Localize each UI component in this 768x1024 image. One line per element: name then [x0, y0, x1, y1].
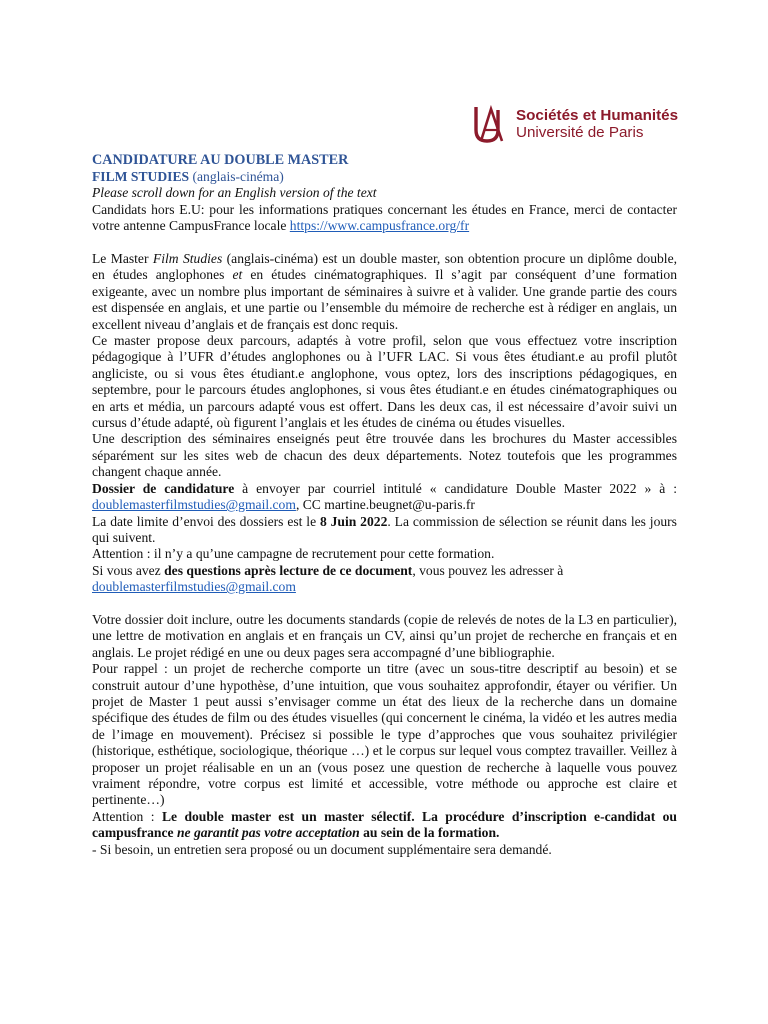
paragraph-attention-campagne: Attention : il n’y a qu’une campagne de recrutement pour cette formation. [92, 546, 495, 562]
dossier-label: Dossier de candidature [92, 480, 235, 496]
questions-bold: des questions après lecture de ce document [164, 562, 413, 578]
logo-line-1: Sociétés et Humanités [516, 107, 679, 124]
attention2-bold-1: Le double master est un master sélectif. La procédure d’inscription e-candidat ou campusfrance [92, 808, 677, 841]
logo-line-2: Université de Paris [516, 124, 644, 141]
p1-text-b: (anglais-cinéma) est un double master, son obtention procure un diplôme double, en études anglophones [92, 251, 678, 283]
paragraph-seminaires: Une description des séminaires enseignés peut être trouvée dans les brochures du Master accessibles séparément sur les sites web de chacun des deux départements. Notez toutefois que les programmes changent chaque année. [92, 431, 677, 480]
deadline-date: 8 Juin 2022 [319, 513, 388, 529]
dossier-text: à envoyer par courriel intitulé « candidature Double Master 2022 » à : [234, 480, 677, 496]
logo-text [516, 107, 678, 141]
document-subtitle [92, 169, 677, 185]
paragraph-questions [92, 563, 677, 596]
paragraph-dossier [92, 481, 677, 514]
questions-email-link[interactable]: doublemasterfilmstudies@gmail.com [92, 579, 296, 595]
subtitle-film-studies: FILM STUDIES [92, 169, 190, 184]
university-emblem-icon [472, 104, 506, 144]
dossier-cc: , CC martine.beugnet@u-paris.fr [295, 497, 475, 513]
document-body [92, 152, 677, 858]
p1-et: et [232, 267, 243, 283]
english-version-note: Please scroll down for an English version of the text [92, 185, 377, 201]
attention2-text-a: Attention : [92, 808, 162, 824]
questions-text-b: , vous pouvez les adresser à [412, 562, 564, 578]
paragraph-attention-selectif [92, 809, 677, 842]
spacer [92, 596, 677, 612]
attention2-italic: ne garantit pas votre acceptation [176, 825, 360, 841]
questions-text-a: Si vous avez [92, 562, 165, 578]
deadline-text-a: La date limite d’envoi des dossiers est le [92, 513, 320, 529]
p1-text-c: en études cinématographiques. Il s’agit par conséquent d’une formation exigeante, avec un nombre plus important de séminaires à suivre et à valider. Une grande partie des cours est dispensée en anglais, et une partie ou l’ensemble du mémoire de recherche est à rédiger en anglais, un excellent niveau d’anglais et de français est donc requis. [92, 267, 677, 332]
paragraph-master-description [92, 251, 677, 333]
p1-film-studies: Film Studies [152, 251, 223, 267]
campusfrance-text: Candidats hors E.U: pour les informations pratiques concernant les études en France, merci de contacter votre antenne CampusFrance locale [92, 201, 677, 234]
bullet-entretien: - Si besoin, un entretien sera proposé ou un document supplémentaire sera demandé. [92, 841, 552, 857]
campusfrance-link[interactable]: https://www.campusfrance.org/fr [289, 218, 470, 234]
spacer [92, 235, 677, 251]
subtitle-anglais-cinema: (anglais-cinéma) [189, 169, 284, 184]
campusfrance-paragraph [92, 202, 677, 235]
document-title: CANDIDATURE AU DOUBLE MASTER [92, 152, 349, 168]
paragraph-deadline [92, 514, 677, 547]
dossier-email-link[interactable]: doublemasterfilmstudies@gmail.com [92, 497, 296, 513]
deadline-text-b: . La commission de sélection se réunit dans les jours qui suivent. [92, 513, 677, 545]
university-logo [472, 104, 679, 144]
paragraph-parcours: Ce master propose deux parcours, adaptés à votre profil, selon que vous effectuez votre inscription pédagogique à l’UFR d’études anglophones ou à l’UFR LAC. Si vous êtes étudiant.e au profil plutôt angliciste, ou si vous êtes étudiant.e anglophone, vous optez, lors des inscriptions pédagogiques, en septembre, pour le parcours études anglophones, si vous êtes étudiant.e en études cinématographiques ou en arts et média, un parcours adapté vous est offert. Dans les deux cas, il est nécessaire d’avoir suivi un cursus d’étude adapté, où figurent l’anglais et les études de cinéma ou études visuelles. [92, 333, 677, 431]
paragraph-dossier-contents: Votre dossier doit inclure, outre les documents standards (copie de relevés de notes de la L3 en particulier), une lettre de motivation en anglais et en français un CV, ainsi qu’un projet de recherche en français et en anglais. Le projet rédigé en une ou deux pages sera accompagné d’une bibliographie. [92, 611, 677, 660]
paragraph-projet-recherche: Pour rappel : un projet de recherche comporte un titre (avec un sous-titre descriptif au besoin) et se construit autour d’une hypothèse, d’une intuition, que vous souhaitez approfondir, étayer ou vérifier. Un projet de Master 1 peut aussi s’envisager comme un état des lieux de la recherche dans un domaine spécifique des études de film ou des études visuelles (qui concernent le cinéma, la vidéo et les autres media de l’image en mouvement). Précisez si possible le type d’approches que vous souhaitez privilégier (historique, esthétique, sociologique, théorique …) et le corpus sur lequel vous comptez travailler. Veillez à proposer un projet réalisable en un an (vous posez une question de recherche à laquelle vous pouvez vraiment répondre, votre corpus est limité et accessible, votre méthode ou approche est claire et pertinente…) [92, 661, 677, 808]
p1-text-a: Le Master [92, 251, 153, 267]
attention2-bold-2: au sein de la formation. [359, 825, 500, 841]
